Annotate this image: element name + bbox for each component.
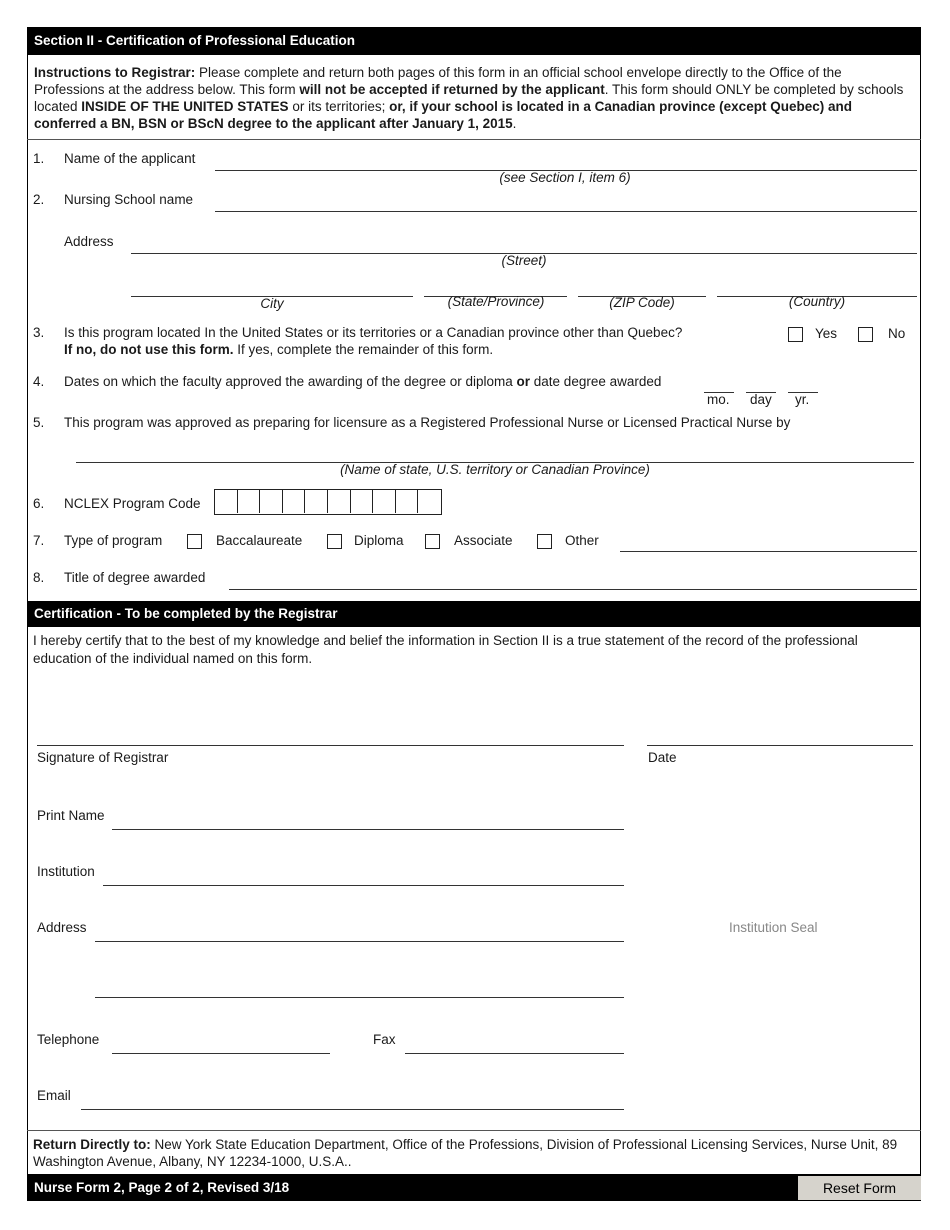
program-type-label: Type of program (64, 533, 163, 548)
item-number: 6. (33, 496, 45, 511)
telephone-label: Telephone (37, 1032, 100, 1047)
school-address-label: Address (64, 234, 114, 249)
associate-checkbox[interactable] (425, 534, 440, 549)
associate-label: Associate (454, 533, 513, 548)
item-number: 1. (33, 151, 45, 166)
certification-statement: I hereby certify that to the best of my knowledge and belief the information in Section II is a true statement of the record of the professional education of the individual named on this form. (33, 633, 858, 666)
divider (27, 1130, 921, 1131)
school-name-field[interactable] (215, 211, 917, 212)
item-number: 8. (33, 570, 45, 585)
fax-label: Fax (373, 1032, 396, 1047)
other-program-field[interactable] (620, 551, 917, 552)
applicant-name-caption: (see Section I, item 6) (499, 170, 631, 185)
city-caption: City (260, 296, 284, 311)
street-caption: (Street) (501, 253, 547, 268)
yes-checkbox[interactable] (788, 327, 803, 342)
email-label: Email (37, 1088, 71, 1103)
state-caption: (State/Province) (447, 294, 545, 309)
signature-field[interactable] (37, 745, 624, 746)
institution-field[interactable] (103, 885, 624, 886)
certification-header: Certification - To be completed by the Registrar (27, 601, 921, 627)
yes-label: Yes (815, 326, 838, 341)
degree-title-label: Title of degree awarded (64, 570, 206, 585)
school-name-label: Nursing School name (64, 192, 194, 207)
print-name-field[interactable] (112, 829, 624, 830)
country-caption: (Country) (788, 294, 846, 309)
no-label: No (888, 326, 906, 341)
divider (27, 139, 921, 140)
program-location-note: If no, do not use this form. If yes, complete the remainder of this form. (64, 342, 494, 357)
return-address: Return Directly to: New York State Education Department, Office of the Professions, Division of Professional Licensing Services, Nurse Unit, 89 Washington Avenue, Albany, NY 12234-1000, U.S.A.. (33, 1137, 898, 1169)
diploma-label: Diploma (354, 533, 404, 548)
item-number: 3. (33, 325, 45, 340)
email-field[interactable] (81, 1109, 624, 1110)
other-label: Other (565, 533, 599, 548)
diploma-checkbox[interactable] (327, 534, 342, 549)
form-id: Nurse Form 2, Page 2 of 2, Revised 3/18 (34, 1180, 290, 1195)
item-number: 4. (33, 374, 45, 389)
item-number: 5. (33, 415, 45, 430)
baccalaureate-label: Baccalaureate (216, 533, 303, 548)
registrar-address-field[interactable] (95, 941, 624, 942)
other-checkbox[interactable] (537, 534, 552, 549)
dates-question: Dates on which the faculty approved the awarding of the degree or diploma or date degree awarded (64, 374, 662, 389)
telephone-field[interactable] (112, 1053, 330, 1054)
registrar-address-label: Address (37, 920, 87, 935)
institution-label: Institution (37, 864, 95, 879)
zip-caption: (ZIP Code) (609, 295, 675, 310)
degree-title-field[interactable] (229, 589, 917, 590)
program-location-question: Is this program located In the United States or its territories or a Canadian province other than Quebec? (64, 325, 683, 340)
institution-seal-label: Institution Seal (729, 920, 818, 935)
signature-label: Signature of Registrar (37, 750, 169, 765)
day-caption: day (750, 392, 772, 407)
reset-form-button[interactable]: Reset Form (798, 1176, 921, 1200)
nclex-code-boxes[interactable] (214, 489, 442, 515)
instructions: Instructions to Registrar: Please complete and return both pages of this form in an official school envelope directly to the Office of the Professions at the address below. This form will not be accepted if returned by the applicant. This form should ONLY be completed by schools located INSIDE OF THE UNITED STATES or its territories; or, if your school is located in a Canadian province (except Quebec) and conferred a BN, BSN or BScN degree to the applicant after January 1, 2015. (34, 65, 904, 131)
approval-question: This program was approved as preparing for licensure as a Registered Professional Nurse or Licensed Practical Nurse by (64, 415, 791, 430)
fax-field[interactable] (405, 1053, 624, 1054)
item-number: 2. (33, 192, 45, 207)
baccalaureate-checkbox[interactable] (187, 534, 202, 549)
applicant-name-label: Name of the applicant (64, 151, 196, 166)
nclex-code-label: NCLEX Program Code (64, 496, 201, 511)
approving-state-caption: (Name of state, U.S. territory or Canadian Province) (340, 462, 650, 477)
month-caption: mo. (707, 392, 730, 407)
registrar-address-field-line2[interactable] (95, 997, 624, 998)
print-name-label: Print Name (37, 808, 105, 823)
date-field[interactable] (647, 745, 913, 746)
date-label: Date (648, 750, 677, 765)
form-id-bar (27, 1174, 921, 1201)
no-checkbox[interactable] (858, 327, 873, 342)
item-number: 7. (33, 533, 45, 548)
year-caption: yr. (795, 392, 810, 407)
section-header: Section II - Certification of Professional Education (27, 27, 921, 55)
